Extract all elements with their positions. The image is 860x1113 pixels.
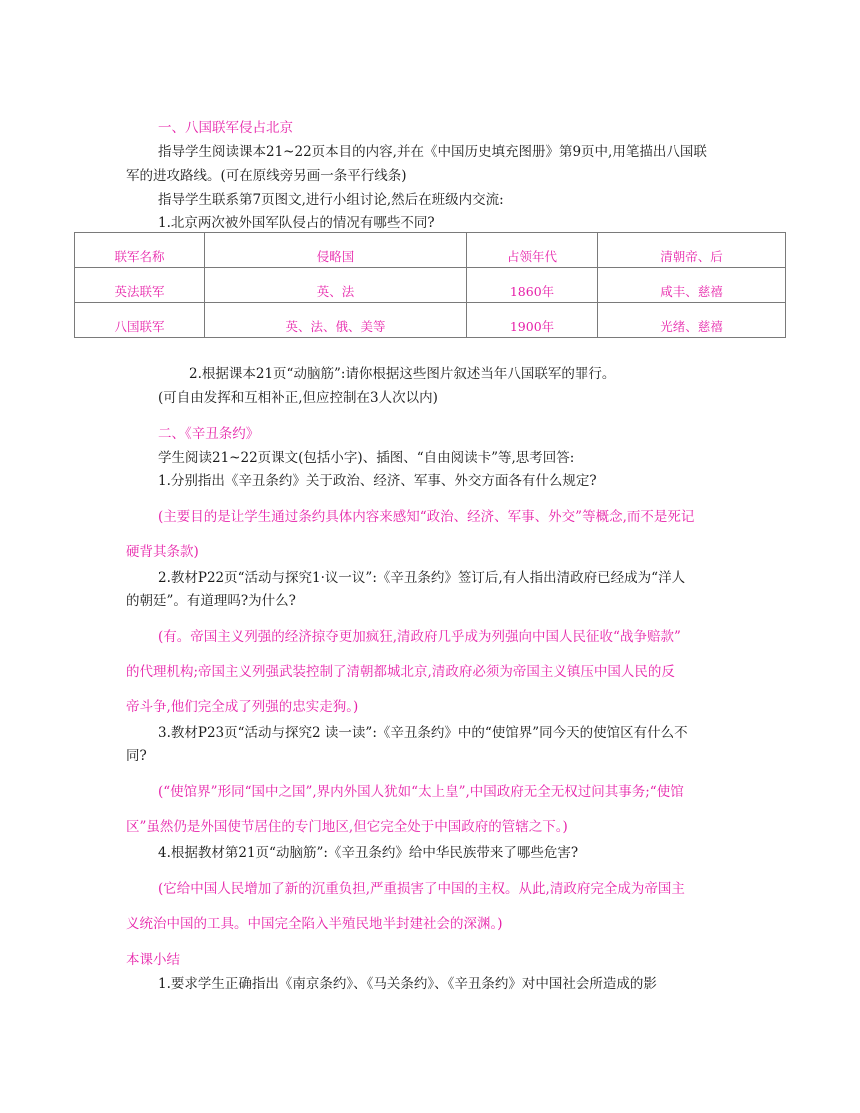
summary-heading: 本课小结 [126, 952, 180, 968]
section2-answer-1: 硬背其条款) [126, 544, 199, 560]
section2-answer-3: 区”虽然仍是外国使节居住的专门地区,但它完全处于中国政府的管辖之下。) [126, 819, 568, 835]
table-header-cell: 占领年代 [467, 233, 598, 268]
section2-question-3: 同? [126, 748, 147, 764]
section1-question-2: 2.根据课本21页“动脑筋”:请你根据这些图片叙述当年八国联军的罪行。 [189, 366, 616, 382]
table-row [75, 268, 786, 303]
table-cell: 光绪、慈禧 [598, 303, 786, 338]
section2-answer-1: (主要目的是让学生通过条约具体内容来感知“政治、经济、军事、外交”等概念,而不是死记 [158, 509, 695, 525]
section1-heading: 一、八国联军侵占北京 [158, 120, 293, 136]
section2-answer-2: 帝斗争,他们完全成了列强的忠实走狗。) [126, 699, 359, 715]
section2-question-2: 2.教材P22页“活动与探究1·议一议”:《辛丑条约》签订后,有人指出清政府已经成为“洋人 [158, 570, 686, 586]
section1-note: (可自由发挥和互相补正,但应控制在3人次以内) [158, 390, 438, 406]
section2-answer-4: 义统治中国的工具。中国完全陷入半殖民地半封建社会的深渊。) [126, 916, 503, 932]
section2-answer-3: (“使馆界”形同“国中之国”,界内外国人犹如“太上皇”,中国政府无全无权过问其事务;“使馆 [158, 784, 684, 800]
table-cell: 英、法 [205, 268, 467, 303]
section1-paragraph-line: 指导学生阅读课本21~22页本目的内容,并在《中国历史填充图册》第9页中,用笔描出八国联 [158, 144, 707, 160]
comparison-table [74, 232, 786, 338]
table-cell: 英、法、俄、美等 [205, 303, 467, 338]
section2-intro: 学生阅读21~22页课文(包括小字)、插图、“自由阅读卡”等,思考回答: [158, 450, 575, 466]
section2-question-2: 的朝廷”。有道理吗?为什么? [126, 593, 296, 609]
table-cell: 八国联军 [75, 303, 205, 338]
table-cell: 1860年 [467, 268, 598, 303]
section1-paragraph-line: 军的进攻路线。(可在原线旁另画一条平行线条) [126, 168, 407, 184]
table-cell: 1900年 [467, 303, 598, 338]
table-header-cell: 侵略国 [205, 233, 467, 268]
section2-heading: 二、《辛丑条约》 [158, 426, 260, 442]
section2-answer-4: (它给中国人民增加了新的沉重负担,严重损害了中国的主权。从此,清政府完全成为帝国主 [158, 881, 685, 897]
table-cell: 英法联军 [75, 268, 205, 303]
table-header-cell: 联军名称 [75, 233, 205, 268]
table-row [75, 303, 786, 338]
summary-paragraph: 1.要求学生正确指出《南京条约》、《马关条约》、《辛丑条约》对中国社会所造成的影 [158, 976, 657, 992]
section2-question-4: 4.根据教材第21页“动脑筋”:《辛丑条约》给中华民族带来了哪些危害? [158, 845, 579, 861]
section2-question-1: 1.分别指出《辛丑条约》关于政治、经济、军事、外交方面各有什么规定? [158, 473, 597, 489]
table-header-row [75, 233, 786, 268]
section1-question-1: 1.北京两次被外国军队侵占的情况有哪些不同? [158, 215, 435, 231]
section1-paragraph: 指导学生联系第7页图文,进行小组讨论,然后在班级内交流: [158, 192, 504, 208]
section2-answer-2: (有。帝国主义列强的经济掠夺更加疯狂,清政府几乎成为列强向中国人民征收“战争赔款” [158, 629, 681, 645]
section2-answer-2: 的代理机构;帝国主义列强武装控制了清朝都城北京,清政府必须为帝国主义镇压中国人民的反 [126, 664, 675, 680]
table-cell: 咸丰、慈禧 [598, 268, 786, 303]
table-header-cell: 清朝帝、后 [598, 233, 786, 268]
section2-question-3: 3.教材P23页“活动与探究2 读一读”:《辛丑条约》中的“使馆界”同今天的使馆区有什么不 [158, 725, 688, 741]
